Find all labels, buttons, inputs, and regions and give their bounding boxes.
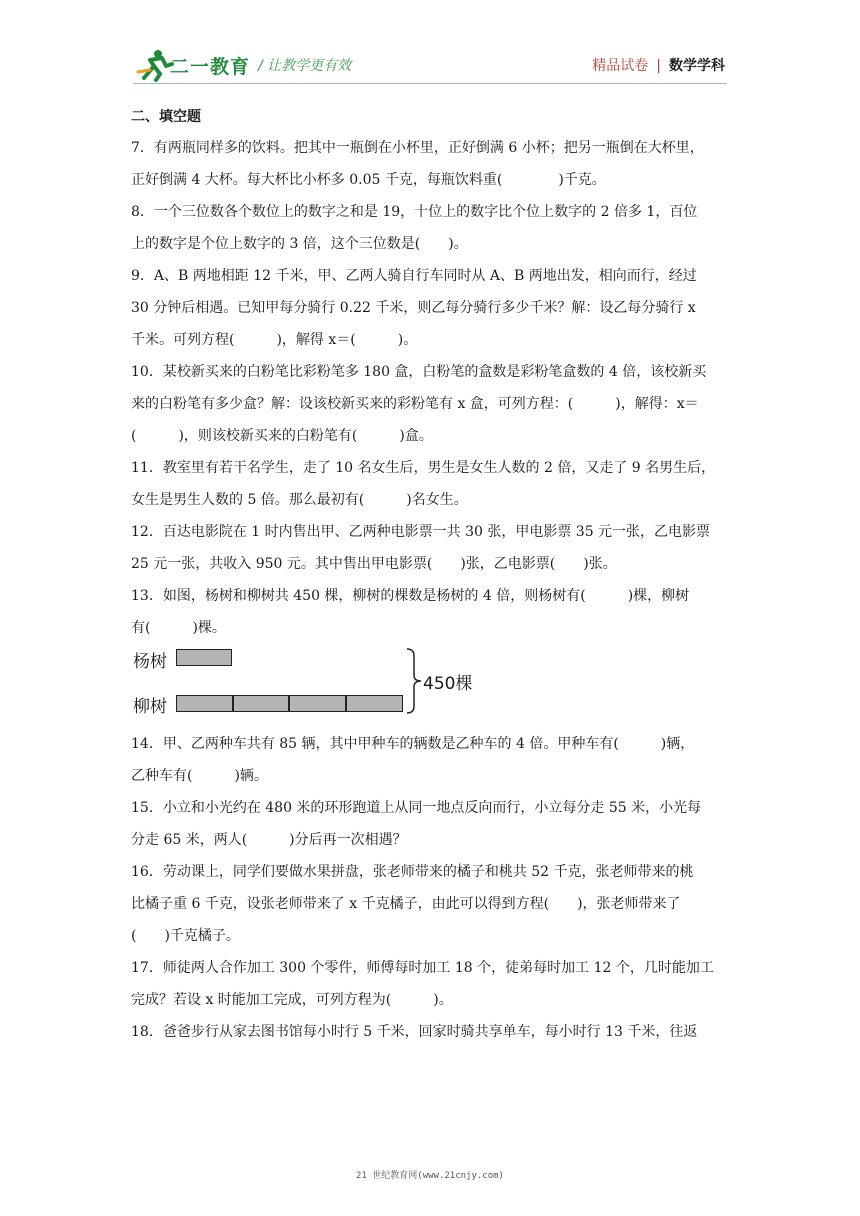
willow-segment-divider [345, 696, 347, 711]
question-line: 9．A、B 两地相距 12 千米，甲、乙两人骑自行车同时从 A、B 两地出发，相向而行，经过 [131, 268, 697, 284]
question-line: ( )，则该校新买来的白粉笔有( )盒。 [131, 428, 433, 444]
question-line: 13．如图，杨树和柳树共 450 棵，柳树的棵数是杨树的 4 倍，则杨树有( )棵，柳树 [131, 588, 690, 604]
question-line: 乙种车有( )辆。 [131, 768, 268, 784]
question-item [131, 856, 729, 952]
question-line: 7．有两瓶同样多的饮料。把其中一瓶倒在小杯里，正好倒满 6 小杯；把另一瓶倒在大杯里， [131, 140, 704, 156]
question-line: 11．教室里有若干名学生，走了 10 名女生后，男生是女生人数的 2 倍，又走了 9 名男生后， [131, 460, 716, 476]
brace-icon [405, 648, 425, 714]
main-content [131, 104, 729, 1048]
total-label: 450棵 [423, 674, 473, 694]
tree-diagram [131, 646, 729, 728]
question-line: 千米。可列方程( )，解得 x＝( )。 [131, 332, 418, 348]
question-line: 30 分钟后相遇。已知甲每分骑行 0.22 千米，则乙每分骑行多少千米？解：设乙每分骑行 x [131, 300, 696, 316]
question-item [131, 452, 729, 516]
page-footer: 21 世纪教育网(www.21cnjy.com) [356, 1171, 504, 1181]
question-list [131, 132, 729, 644]
question-line: 18．爸爸步行从家去图书馆每小时行 5 千米，回家时骑共享单车，每小时行 13 千米，往返 [131, 1024, 698, 1040]
question-line: 16．劳动课上，同学们要做水果拼盘，张老师带来的橘子和桃共 52 千克，张老师带来的桃 [131, 864, 694, 880]
question-item [131, 356, 729, 452]
willow-segment-divider [232, 696, 234, 711]
page-header [0, 0, 860, 90]
label-willow: 柳树 [133, 697, 167, 717]
question-item [131, 196, 729, 260]
question-item [131, 260, 729, 356]
question-list [131, 728, 729, 1048]
question-line: 10．某校新买来的白粉笔比彩粉笔多 180 盒，白粉笔的盒数是彩粉笔盒数的 4 倍，该校新买 [131, 364, 707, 380]
question-line: 8．一个三位数各个数位上的数字之和是 19，十位上的数字比个位上数字的 2 倍多 1，百位 [131, 204, 698, 220]
header-separator: | [656, 58, 661, 74]
willow-segment-divider [288, 696, 290, 711]
question-line: 分走 65 米，两人( )分后再一次相遇？ [131, 832, 407, 848]
question-line: 15．小立和小光约在 480 米的环形跑道上从同一地点反向而行，小立每分走 55 米，小光每 [131, 800, 702, 816]
label-poplar: 杨树 [133, 652, 167, 672]
premium-label: 精品试卷 [592, 58, 649, 74]
header-divider [133, 83, 727, 84]
question-item [131, 516, 729, 580]
question-line: 12．百达电影院在 1 时内售出甲、乙两种电影票一共 30 张，甲电影票 35 元一张，乙电影票 [131, 524, 711, 540]
header-right [592, 55, 725, 75]
question-line: ( )千克橘子。 [131, 928, 240, 944]
question-line: 17．师徒两人合作加工 300 个零件，师傅每时加工 18 个，徒弟每时加工 12 个，几时能加工 [131, 960, 714, 976]
question-item [131, 132, 729, 196]
question-item [131, 580, 729, 644]
question-line: 上的数字是个位上数字的 3 倍，这个三位数是( )。 [131, 236, 468, 252]
poplar-bar [176, 649, 232, 666]
logo-text: 二一教育 [170, 56, 251, 78]
slogan: / 让教学更有效 [258, 58, 352, 74]
question-line: 完成？若设 x 时能加工完成，可列方程为( )。 [131, 992, 453, 1008]
question-line: 比橘子重 6 千克，设张老师带来了 x 千克橘子，由此可以得到方程( )，张老师带来了 [131, 896, 681, 912]
subject-label: 数学学科 [669, 58, 725, 74]
question-line: 14．甲、乙两种车共有 85 辆，其中甲种车的辆数是乙种车的 4 倍。甲种车有( )辆， [131, 736, 695, 752]
question-line: 正好倒满 4 大杯。每大杯比小杯多 0.05 千克，每瓶饮料重( )千克。 [131, 172, 606, 188]
question-item [131, 952, 729, 1016]
question-item [131, 1016, 729, 1048]
question-item [131, 792, 729, 856]
question-line: 女生是男生人数的 5 倍。那么最初有( )名女生。 [131, 492, 468, 508]
question-item [131, 728, 729, 792]
willow-bar [176, 695, 403, 712]
question-line: 有( )棵。 [131, 620, 226, 636]
section-title: 二、填空题 [131, 109, 201, 125]
question-line: 25 元一张，共收入 950 元。其中售出甲电影票( )张，乙电影票( )张。 [131, 556, 617, 572]
question-line: 来的白粉笔有多少盒？解：设该校新买来的彩粉笔有 x 盒，可列方程：( )，解得：x＝ [131, 396, 699, 412]
